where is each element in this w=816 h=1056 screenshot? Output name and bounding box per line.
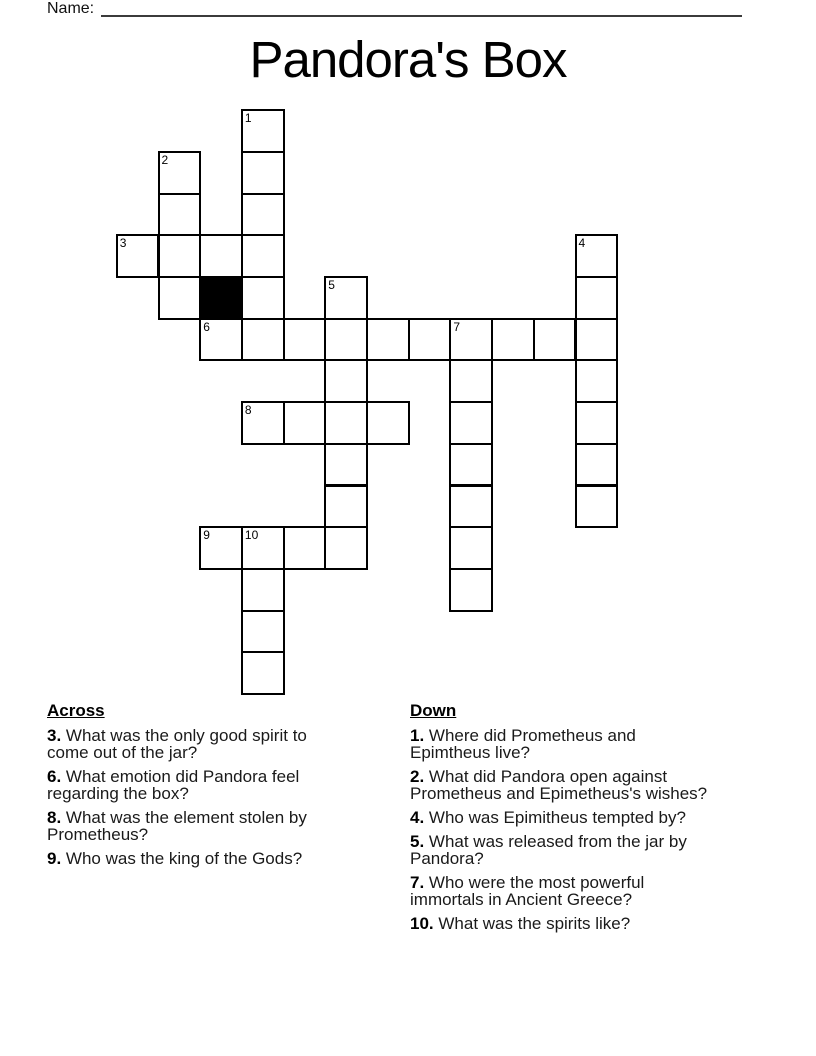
grid-cell: [324, 318, 368, 362]
grid-cell: [158, 234, 202, 278]
grid-cell: [324, 443, 368, 487]
grid-cell: [324, 401, 368, 445]
grid-cell: [283, 401, 327, 445]
grid-cell: [449, 568, 493, 612]
clue-9: [47, 850, 347, 867]
cell-number: 4: [578, 236, 586, 251]
clue-4: [410, 809, 717, 826]
clue-text: What was the only good spirit to come out of the jar?: [47, 726, 307, 762]
cell-number: 3: [119, 236, 127, 251]
grid-cell: [575, 234, 619, 278]
grid-cell: [241, 109, 285, 153]
clue-text: Who was the king of the Gods?: [61, 849, 303, 868]
grid-cell: [449, 359, 493, 403]
grid-cell: [449, 443, 493, 487]
grid-cell: [241, 651, 285, 695]
grid-cell: [324, 359, 368, 403]
clue-number: 6.: [47, 767, 62, 786]
down-heading: Down: [410, 701, 457, 720]
grid-cell: [241, 526, 285, 570]
clue-number: 1.: [410, 726, 425, 745]
grid-cell: [283, 318, 327, 362]
grid-cell: [241, 151, 285, 195]
cell-number: 5: [328, 278, 335, 292]
clue-number: 2.: [410, 767, 425, 786]
grid-cell: [241, 568, 285, 612]
cell-number: 1: [244, 111, 252, 126]
cell-number: 6: [203, 319, 210, 334]
grid-cell: [366, 401, 410, 445]
down-clues-section: [410, 702, 717, 939]
cell-number: 8: [244, 403, 252, 418]
grid-cell: [158, 193, 202, 237]
grid-cell: [408, 318, 452, 362]
grid-cell: [158, 276, 202, 320]
clue-7: [410, 874, 717, 908]
clue-number: 9.: [47, 849, 62, 868]
grid-cell: [449, 318, 493, 362]
grid-cell: [449, 401, 493, 445]
grid-cell: [575, 401, 619, 445]
grid-cell: [158, 151, 202, 195]
grid-cell: [491, 318, 535, 362]
grid-cell: [449, 526, 493, 570]
clue-3: [47, 727, 347, 761]
grid-cell: [533, 318, 577, 362]
clue-number: 4.: [410, 808, 425, 827]
grid-cell: [575, 318, 619, 362]
grid-cell: [241, 401, 285, 445]
across-clues-section: [47, 702, 347, 874]
clue-10: [410, 915, 717, 932]
clue-2: [410, 768, 717, 802]
clue-text: Who were the most powerful immortals in Ancient Greece?: [410, 873, 645, 909]
clue-8: [47, 809, 347, 843]
clue-number: 8.: [47, 808, 62, 827]
grid-cell: [575, 359, 619, 403]
clue-text: What did Pandora open against Prometheus and Epimetheus's wishes?: [410, 767, 708, 803]
grid-cell: [116, 234, 160, 278]
grid-cell: [324, 276, 368, 320]
name-fill-line: [101, 0, 742, 17]
grid-cell: [324, 485, 368, 529]
cell-number: 2: [161, 152, 169, 167]
clue-text: What was the spirits like?: [433, 914, 631, 933]
grid-cell: [575, 485, 619, 529]
clue-number: 5.: [410, 832, 425, 851]
clue-5: [410, 833, 717, 867]
grid-cell: [241, 318, 285, 362]
grid-cell: [241, 610, 285, 654]
grid-cell: [241, 276, 285, 320]
cell-number: 9: [203, 528, 210, 543]
clue-number: 3.: [47, 726, 62, 745]
clue-text: What was the element stolen by Prometheus?: [47, 808, 307, 844]
grid-cell: [199, 234, 243, 278]
clue-text: Who was Epimitheus tempted by?: [424, 808, 686, 827]
grid-cell: [199, 318, 243, 362]
grid-cell: [449, 485, 493, 529]
clue-1: [410, 727, 717, 761]
grid-cell: [241, 193, 285, 237]
clue-6: [47, 768, 347, 802]
clue-number: 7.: [410, 873, 425, 892]
grid-cell: [283, 526, 327, 570]
grid-cell: [366, 318, 410, 362]
clue-text: What was released from the jar by Pandora?: [410, 832, 687, 868]
grid-cell: [575, 443, 619, 487]
cell-number: 10: [244, 528, 259, 543]
clue-number: 10.: [410, 914, 434, 933]
puzzle-title: Pandora's Box: [249, 31, 567, 88]
clue-text: What emotion did Pandora feel regarding the box?: [47, 767, 300, 803]
grid-cell: [575, 276, 619, 320]
clue-text: Where did Prometheus and Epimtheus live?: [410, 726, 636, 762]
grid-cell-black: [199, 276, 243, 320]
grid-cell: [324, 526, 368, 570]
cell-number: 7: [453, 319, 461, 334]
across-heading: Across: [47, 701, 105, 720]
grid-cell: [199, 526, 243, 570]
grid-cell: [241, 234, 285, 278]
name-label: Name:: [47, 0, 95, 17]
